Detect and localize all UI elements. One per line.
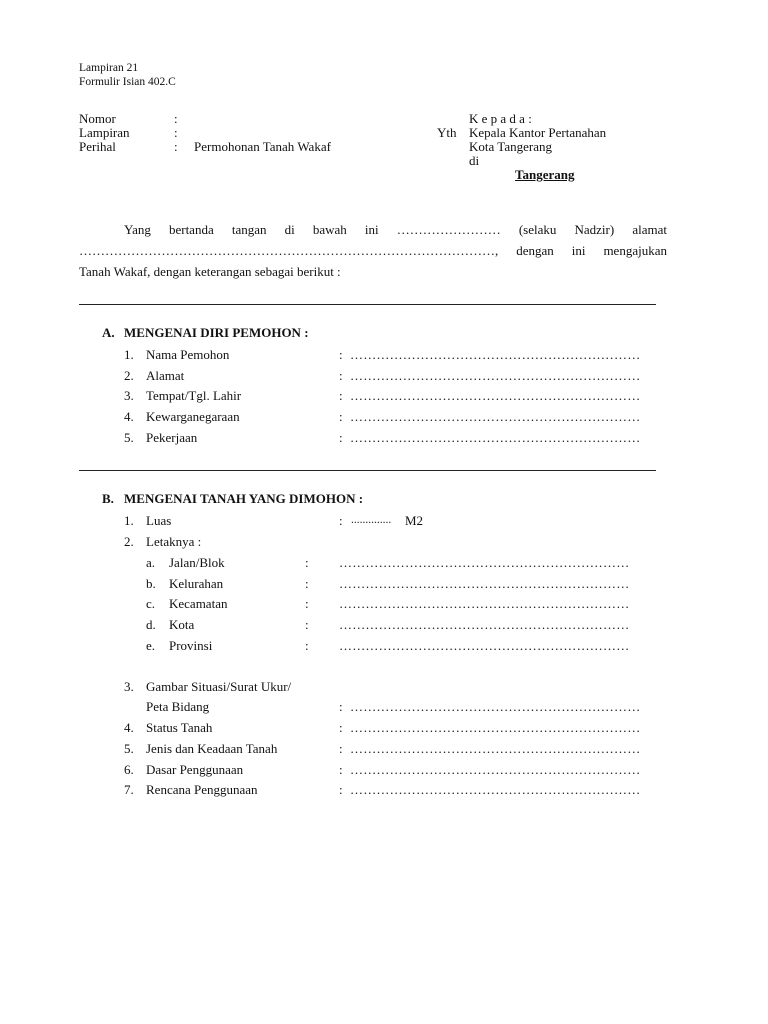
nomor-colon: : [174, 111, 178, 126]
field-colon: : [305, 638, 309, 653]
field-label: Letaknya : [146, 534, 202, 549]
yth-label: Yth [437, 125, 457, 140]
intro-word: mengajukan [603, 243, 667, 258]
section-a-letter: A. [102, 325, 115, 340]
sub-item-letter: d. [146, 617, 156, 632]
item-number: 7. [124, 782, 134, 797]
field-label: Nama Pemohon [146, 347, 230, 362]
item-number: 3. [124, 679, 134, 694]
intro-line-2 [79, 243, 667, 259]
nama-pemohon-field[interactable]: ………………………………………………………… [350, 347, 641, 362]
field-label: Rencana Penggunaan [146, 782, 258, 797]
recipient-line-1: Kepala Kantor Pertanahan [469, 125, 607, 140]
field-colon: : [305, 555, 309, 570]
item-number: 2. [124, 534, 134, 549]
field-label: Alamat [146, 368, 185, 383]
form-number: Formulir Isian 402.C [79, 76, 176, 88]
intro-line-1 [124, 222, 667, 238]
divider [79, 304, 656, 305]
status-tanah-field[interactable]: ………………………………………………………… [350, 720, 641, 735]
intro-word: bawah [312, 222, 347, 237]
field-label: Kota [169, 617, 195, 632]
kecamatan-field[interactable]: ………………………………………………………… [339, 596, 630, 611]
sub-item-letter: e. [146, 638, 156, 653]
field-colon: : [339, 368, 343, 383]
attachment-number: Lampiran 21 [79, 62, 139, 74]
field-label: Kelurahan [169, 576, 224, 591]
perihal-colon: : [174, 139, 178, 154]
item-number: 6. [124, 762, 134, 777]
kota-field[interactable]: ………………………………………………………… [339, 617, 630, 632]
field-colon: : [339, 430, 343, 445]
intro-word: (selaku [518, 222, 557, 237]
intro-word: Yang [124, 222, 151, 237]
field-label: Status Tanah [146, 720, 213, 735]
intro-word: ini [571, 243, 586, 258]
intro-word: ini [364, 222, 379, 237]
pekerjaan-field[interactable]: ………………………………………………………… [350, 430, 641, 445]
luas-field[interactable]: .............. [351, 514, 392, 526]
field-colon: : [339, 720, 343, 735]
field-colon: : [305, 596, 309, 611]
field-label: Jenis dan Keadaan Tanah [146, 741, 278, 756]
lampiran-colon: : [174, 125, 178, 140]
sub-item-letter: c. [146, 596, 156, 611]
perihal-value: Permohonan Tanah Wakaf [194, 139, 331, 154]
item-number: 1. [124, 513, 134, 528]
item-number: 3. [124, 388, 134, 403]
gambar-situasi-field[interactable]: ………………………………………………………… [350, 699, 641, 714]
field-label: Pekerjaan [146, 430, 198, 445]
kepada-label: K e p a d a : [469, 111, 532, 126]
field-colon: : [305, 576, 309, 591]
section-b-title: MENGENAI TANAH YANG DIMOHON : [124, 491, 364, 506]
intro-word: alamat [632, 222, 667, 237]
intro-line-3: Tanah Wakaf, dengan keterangan sebagai berikut : [79, 264, 341, 279]
field-label: Dasar Penggunaan [146, 762, 244, 777]
jalan-blok-field[interactable]: ………………………………………………………… [339, 555, 630, 570]
field-colon: : [305, 617, 309, 632]
field-colon: : [339, 762, 343, 777]
intro-word: bertanda [168, 222, 214, 237]
tempat-tgl-lahir-field[interactable]: ………………………………………………………… [350, 388, 641, 403]
item-number: 4. [124, 720, 134, 735]
field-label: Kewarganegaraan [146, 409, 240, 424]
field-colon: : [339, 513, 343, 528]
divider [79, 470, 656, 471]
intro-word: dengan [516, 243, 554, 258]
field-label: Provinsi [169, 638, 213, 653]
section-b-letter: B. [102, 491, 114, 506]
field-colon: : [339, 699, 343, 714]
section-a-title: MENGENAI DIRI PEMOHON : [124, 325, 309, 340]
field-label: Kecamatan [169, 596, 228, 611]
field-label: Tempat/Tgl. Lahir [146, 388, 242, 403]
field-label: Gambar Situasi/Surat Ukur/ [146, 679, 292, 694]
item-number: 4. [124, 409, 134, 424]
perihal-label: Perihal [79, 139, 116, 154]
nomor-label: Nomor [79, 111, 116, 126]
lampiran-label: Lampiran [79, 125, 130, 140]
field-colon: : [339, 388, 343, 403]
kewarganegaraan-field[interactable]: ………………………………………………………… [350, 409, 641, 424]
item-number: 5. [124, 741, 134, 756]
recipient-line-3: di [469, 153, 480, 168]
field-colon: : [339, 782, 343, 797]
item-number: 5. [124, 430, 134, 445]
recipient-line-2: Kota Tangerang [469, 139, 552, 154]
alamat-field[interactable]: ………………………………………………………… [350, 368, 641, 383]
intro-word: di [284, 222, 295, 237]
sub-item-letter: b. [146, 576, 156, 591]
item-number: 1. [124, 347, 134, 362]
sub-item-letter: a. [146, 555, 156, 570]
field-label: Jalan/Blok [169, 555, 225, 570]
intro-word: tangan [231, 222, 267, 237]
field-label: Luas [146, 513, 172, 528]
luas-unit: M2 [405, 513, 424, 528]
rencana-penggunaan-field[interactable]: ………………………………………………………… [350, 782, 641, 797]
dasar-penggunaan-field[interactable]: ………………………………………………………… [350, 762, 641, 777]
kelurahan-field[interactable]: ………………………………………………………… [339, 576, 630, 591]
intro-word: Nadzir) [574, 222, 615, 237]
field-colon: : [339, 347, 343, 362]
address-blank[interactable]: ……………………………………………………………………………………, [79, 243, 499, 258]
item-number: 2. [124, 368, 134, 383]
provinsi-field[interactable]: ………………………………………………………… [339, 638, 630, 653]
nadzir-name-blank[interactable]: …………………… [396, 222, 501, 237]
recipient-city: Tangerang [515, 167, 575, 182]
field-colon: : [339, 409, 343, 424]
field-colon: : [339, 741, 343, 756]
jenis-keadaan-tanah-field[interactable]: ………………………………………………………… [350, 741, 641, 756]
field-label-cont: Peta Bidang [146, 699, 210, 714]
